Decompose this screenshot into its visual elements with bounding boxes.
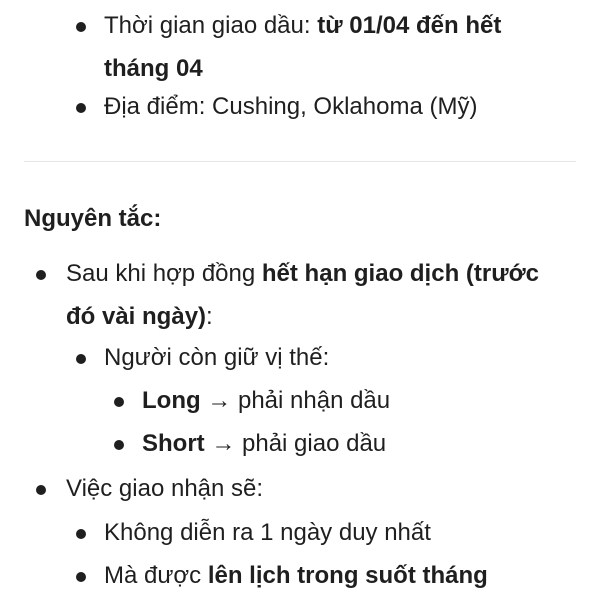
list-item-bold-text: Short xyxy=(142,430,205,457)
list-item-bold-text: hết hạn giao dịch (trước xyxy=(261,260,540,287)
section-heading: Nguyên tắc: xyxy=(24,205,162,232)
bullet xyxy=(76,572,86,582)
list-item-bold-text: từ 01/04 đến hết xyxy=(317,12,502,39)
list-item-continuation: tháng 04 xyxy=(104,55,203,82)
bullet xyxy=(76,529,86,539)
list-item xyxy=(66,259,539,289)
list-item-text: : xyxy=(206,303,213,330)
bullet xyxy=(76,103,86,113)
divider xyxy=(24,161,576,162)
list-item xyxy=(142,429,386,459)
list-item: Người còn giữ vị thế: xyxy=(104,344,330,371)
bullet xyxy=(36,270,46,280)
list-item-bold-text: Long xyxy=(142,387,201,414)
bullet xyxy=(76,354,86,364)
list-item: Không diễn ra 1 ngày duy nhất xyxy=(104,519,431,546)
list-item-continuation xyxy=(66,302,213,332)
list-item-text: Sau khi hợp đồng xyxy=(66,260,262,287)
list-item-text: → phải giao dầu xyxy=(204,430,387,457)
list-item: Địa điểm: Cushing, Oklahoma (Mỹ) xyxy=(104,93,478,120)
list-item-text: Thời gian giao dầu: xyxy=(104,12,318,39)
list-item-text: → phải nhận dầu xyxy=(200,387,391,414)
bullet xyxy=(114,397,124,407)
list-item: Việc giao nhận sẽ: xyxy=(66,475,264,502)
list-item xyxy=(142,386,390,416)
list-item-bold-text: đó vài ngày) xyxy=(66,303,207,330)
list-item xyxy=(104,561,488,591)
bullet xyxy=(36,485,46,495)
bullet xyxy=(76,22,86,32)
bullet xyxy=(114,440,124,450)
list-item-text: Mà được xyxy=(104,562,208,589)
list-item-bold-text: lên lịch trong suốt tháng xyxy=(207,562,488,589)
list-item xyxy=(104,11,501,41)
